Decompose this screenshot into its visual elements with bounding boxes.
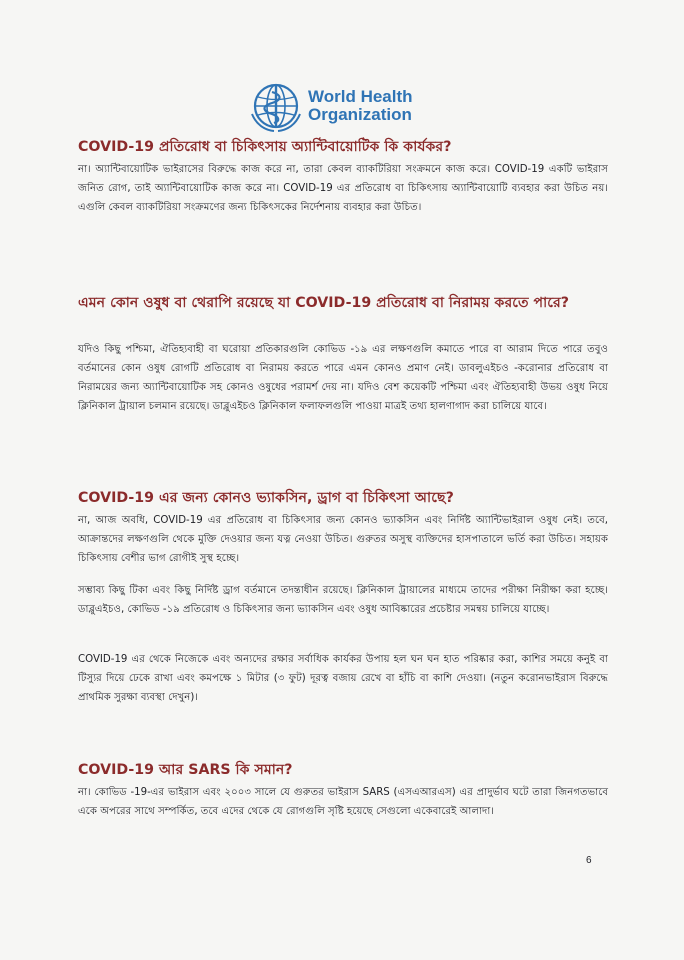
section-heading: COVID-19 এর জন্য কোনও ভ্যাকসিন, ড্রাগ বা চিকিৎসা আছে?: [78, 490, 454, 506]
section-heading: COVID-19 প্রতিরোধ বা চিকিৎসায় অ্যান্টিবায়োটিক কি কার্যকর?: [78, 139, 452, 155]
section-paragraph: না, আজ অবধি, COVID-19 এর প্রতিরোধ বা চিকিৎসার জন্য কোনও ভ্যাকসিন এবং নির্দিষ্ট অ্যান্টিভাইরাল ওষুধ নেই। তবে, আক্রান্তদের লক্ষণগুলি থেকে মুক্তি দেওয়ার জন্য যত্ন নেওয়া উচিত। গুরুতর অসুস্থ ব্যক্তিদের হাসপাতালে ভর্তি করা উচিত। সহায়ক চিকিৎসায় বেশীর ভাগ রোগীই সুস্থ হচ্ছে।: [78, 515, 608, 564]
section-paragraph: না। কোভিড -19-এর ভাইরাস এবং ২০০৩ সালে যে গুরুতর ভাইরাস SARS (এসএআরএস) এর প্রাদুর্ভাব ঘটে তারা জিনগতভাবে একে অপরের সাথে সম্পর্কিত, তবে এদের থেকে যে রোগগুলি সৃষ্টি হয়েছে সেগুলো একেবারেই আলাদা।: [78, 787, 608, 817]
org-name-line1: World Health: [308, 87, 413, 106]
organization-name: [308, 88, 413, 124]
org-name-line2: Organization: [308, 105, 412, 124]
section-heading: COVID-19 আর SARS কি সমান?: [78, 762, 293, 778]
section-paragraph: COVID-19 এর থেকে নিজেকে এবং অন্যদের রক্ষার সর্বাধিক কার্যকর উপায় হল ঘন ঘন হাত পরিষ্কার করা, কাশির সময়ে কনুই বা টিস্যুর দিয়ে ঢেকে রাখা এবং কমপক্ষে ১ মিটার (৩ ফুট) দূরত্ব বজায় রেখে বা হাঁচি বা কাশি দেওয়া। (নতুন করোনভাইরাস বিরুদ্ধে প্রাথমিক সুরক্ষা ব্যবস্থা দেখুন)।: [78, 654, 608, 703]
page-number: 6: [586, 855, 592, 866]
section-paragraph: না। অ্যান্টিবায়োটিক ভাইরাসের বিরুদ্ধে কাজ করে না, তারা কেবল ব্যাকটিরিয়া সংক্রমনে কাজ করে। COVID-19 একটি ভাইরাস জনিত রোগ, তাই অ্যান্টিবায়োটিক কাজ করে না। COVID-19 এর প্রতিরোধ বা চিকিৎসায় অ্যান্টিবায়োটি ব্যবহার করা উচিত নয়। এগুলি কেবল ব্যাকটিরিয়া সংক্রমণের জন্য চিকিৎসকের নির্দেশনায় ব্যবহার করা উচিত।: [78, 164, 608, 213]
who-logo: [248, 78, 448, 134]
section-heading: এমন কোন ওষুধ বা থেরাপি রয়েছে যা COVID-19 প্রতিরোধ বা নিরাময় করতে পারে?: [78, 295, 570, 311]
section-paragraph: যদিও কিছু পশ্চিমা, ঐতিহ্যবাহী বা ঘরোয়া প্রতিকারগুলি কোভিড -১৯ এর লক্ষণগুলি কমাতে পারে বা আরাম দিতে পারে তবুও বর্তমানের কোন ওষুধ রোগটি প্রতিরোধ বা নিরাময় করতে পারে এমন কোনও প্রমাণ নেই। ডাবলুএইচও -করোনার প্রতিরোধ বা নিরাময়ের জন্য অ্যান্টিবায়োটিক সহ কোনও ওষুধের পরামর্শ দেয় না। যদিও বেশ কয়েকটি পশ্চিমা এবং ঐতিহ্যবাহী উভয় ওষুধ নিয়ে ক্লিনিকাল ট্রায়াল চলমান রয়েছে। ডাব্লুএইচও ক্লিনিকাল ফলাফলগুলি পাওয়া মাত্রই তথ্য হালণাগাদ করা চালিয়ে যাবে।: [78, 344, 608, 412]
who-emblem-icon: [248, 78, 304, 134]
section-paragraph: সম্ভাব্য কিছু টিকা এবং কিছু নির্দিষ্ট ড্রাগ বর্তমানে তদন্তাধীন রয়েছে। ক্লিনিকাল ট্রায়ালের মাধ্যমে তাদের পরীক্ষা নিরীক্ষা করা হচ্ছে। ডাব্লুএইচও, কোভিড -১৯ প্রতিরোধ ও চিকিৎসার জন্য ভ্যাকসিন এবং ওষুধ আবিষ্কারের প্রচেষ্টার সমন্বয় চালিয়ে যাচ্ছে।: [78, 585, 608, 615]
